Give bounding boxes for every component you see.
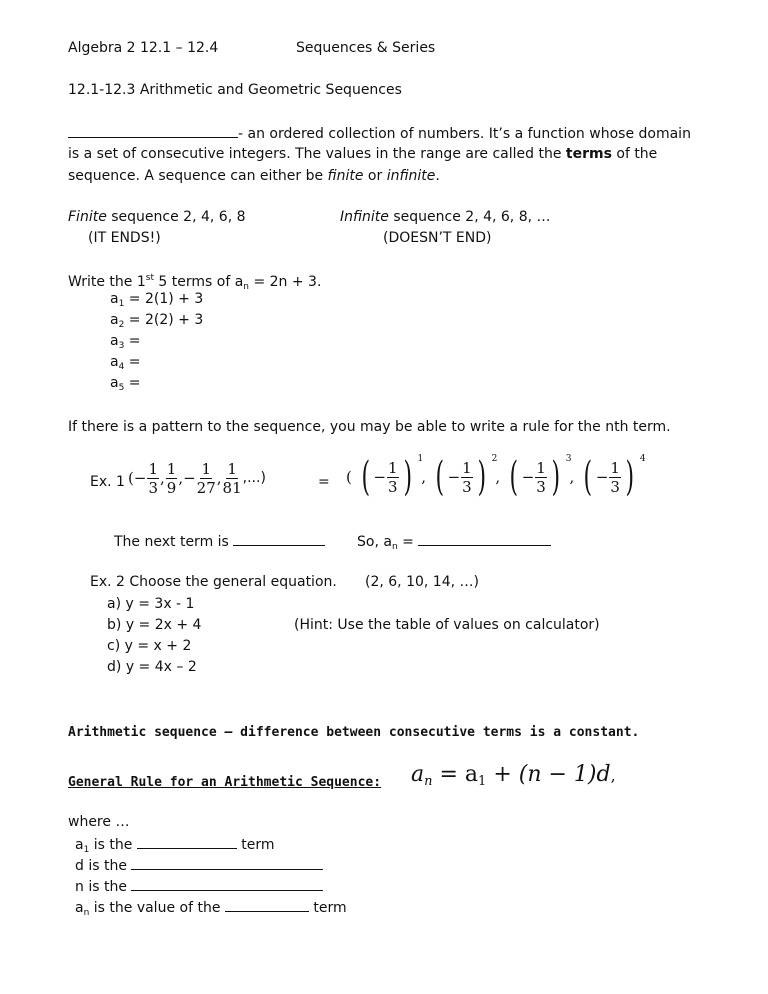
ex2-hint: (Hint: Use the table of values on calculator) bbox=[294, 617, 600, 633]
ex1-sequence: ( − $\frac{1}{3}$ , $\frac{1}{9}$ , − $\frac{1}{27}$ , $\frac{1}{81}$ ,...) bbox=[128, 459, 266, 497]
fraction: $\frac{1}{9}$ bbox=[166, 459, 177, 497]
finite-note: (IT ENDS!) bbox=[88, 230, 161, 246]
first-terms-prompt: Write the 1st 5 terms of $a_n = 2n + 3$. bbox=[68, 273, 322, 292]
ex1-equals: = bbox=[318, 474, 330, 490]
fraction: $\frac{1}{27}$ bbox=[196, 459, 216, 497]
where-row: n is the bbox=[75, 877, 323, 896]
where-row: $a_n$ is the value of the term bbox=[75, 900, 347, 918]
definition-line-1: - an ordered collection of numbers. It’s a function whose domain bbox=[68, 124, 691, 143]
answer-blank bbox=[131, 877, 323, 891]
course-title: Algebra 2 12.1 – 12.4 bbox=[68, 40, 219, 56]
power-term: ( − $\frac{1}{3}$ ) 1 bbox=[361, 454, 424, 500]
finite-example: Finite sequence 2, 4, 6, 8 bbox=[68, 209, 246, 225]
definition-blank bbox=[68, 124, 238, 138]
nth-term-prompt: So, $a_n$ = bbox=[357, 532, 551, 556]
where-row: $a_1$ is the term bbox=[75, 837, 275, 855]
term-row: $a_4$ = bbox=[110, 354, 141, 372]
definition-line-2: is a set of consecutive integers. The values in the range are called the terms of the bbox=[68, 146, 658, 162]
term-row: $a_3$ = bbox=[110, 333, 141, 351]
option: d) y = 4x – 2 bbox=[107, 659, 197, 675]
ex1-label: Ex. 1 bbox=[90, 474, 125, 490]
option: b) y = 2x + 4 bbox=[107, 617, 202, 633]
ex1-powers: ( ( − $\frac{1}{3}$ ) 1 , ( − $\frac{1}{3}$ ) 2 , ( − $\frac{1}{3}$ ) 3 , ( − $\frac{1}{3}$ ) 4 bbox=[346, 454, 646, 500]
arithmetic-formula: an = a1 + (n − 1)d, bbox=[411, 762, 616, 789]
pattern-text: If there is a pattern to the sequence, you may be able to write a rule for the nth term. bbox=[68, 419, 671, 435]
general-rule-label: General Rule for an Arithmetic Sequence: bbox=[68, 775, 382, 790]
option: a) y = 3x - 1 bbox=[107, 596, 195, 612]
answer-blank bbox=[225, 898, 309, 912]
power-term: ( − $\frac{1}{3}$ ) 4 bbox=[583, 454, 646, 500]
infinite-example: Infinite sequence 2, 4, 6, 8, … bbox=[340, 209, 551, 225]
where-row: d is the bbox=[75, 856, 323, 875]
definition-line-3: sequence. A sequence can either be finite or infinite. bbox=[68, 168, 440, 184]
answer-blank bbox=[233, 532, 325, 546]
power-term: ( − $\frac{1}{3}$ ) 3 bbox=[509, 454, 572, 500]
answer-blank bbox=[131, 856, 323, 870]
arithmetic-definition: Arithmetic sequence – difference between consecutive terms is a constant. bbox=[68, 725, 640, 740]
ex2-sequence: (2, 6, 10, 14, …) bbox=[365, 574, 479, 590]
ex2-label: Ex. 2 Choose the general equation. bbox=[90, 574, 337, 590]
where-intro: where … bbox=[68, 814, 130, 830]
topic-title: Sequences & Series bbox=[296, 40, 436, 56]
section-title: 12.1-12.3 Arithmetic and Geometric Sequences bbox=[68, 82, 402, 98]
answer-blank bbox=[418, 532, 551, 546]
term-row: $a_1 = 2(1) + 3$ bbox=[110, 291, 204, 309]
term-row: $a_2 = 2(2) + 3$ bbox=[110, 312, 204, 330]
power-term: ( − $\frac{1}{3}$ ) 2 bbox=[435, 454, 498, 500]
term-row: $a_5$ = bbox=[110, 375, 141, 393]
answer-blank bbox=[137, 835, 237, 849]
infinite-note: (DOESN’T END) bbox=[383, 230, 492, 246]
fraction: $\frac{1}{81}$ bbox=[222, 459, 242, 497]
option: c) y = x + 2 bbox=[107, 638, 192, 654]
fraction: $\frac{1}{3}$ bbox=[148, 459, 158, 497]
terms-word: terms bbox=[565, 146, 612, 162]
next-term-prompt: The next term is bbox=[114, 532, 325, 551]
